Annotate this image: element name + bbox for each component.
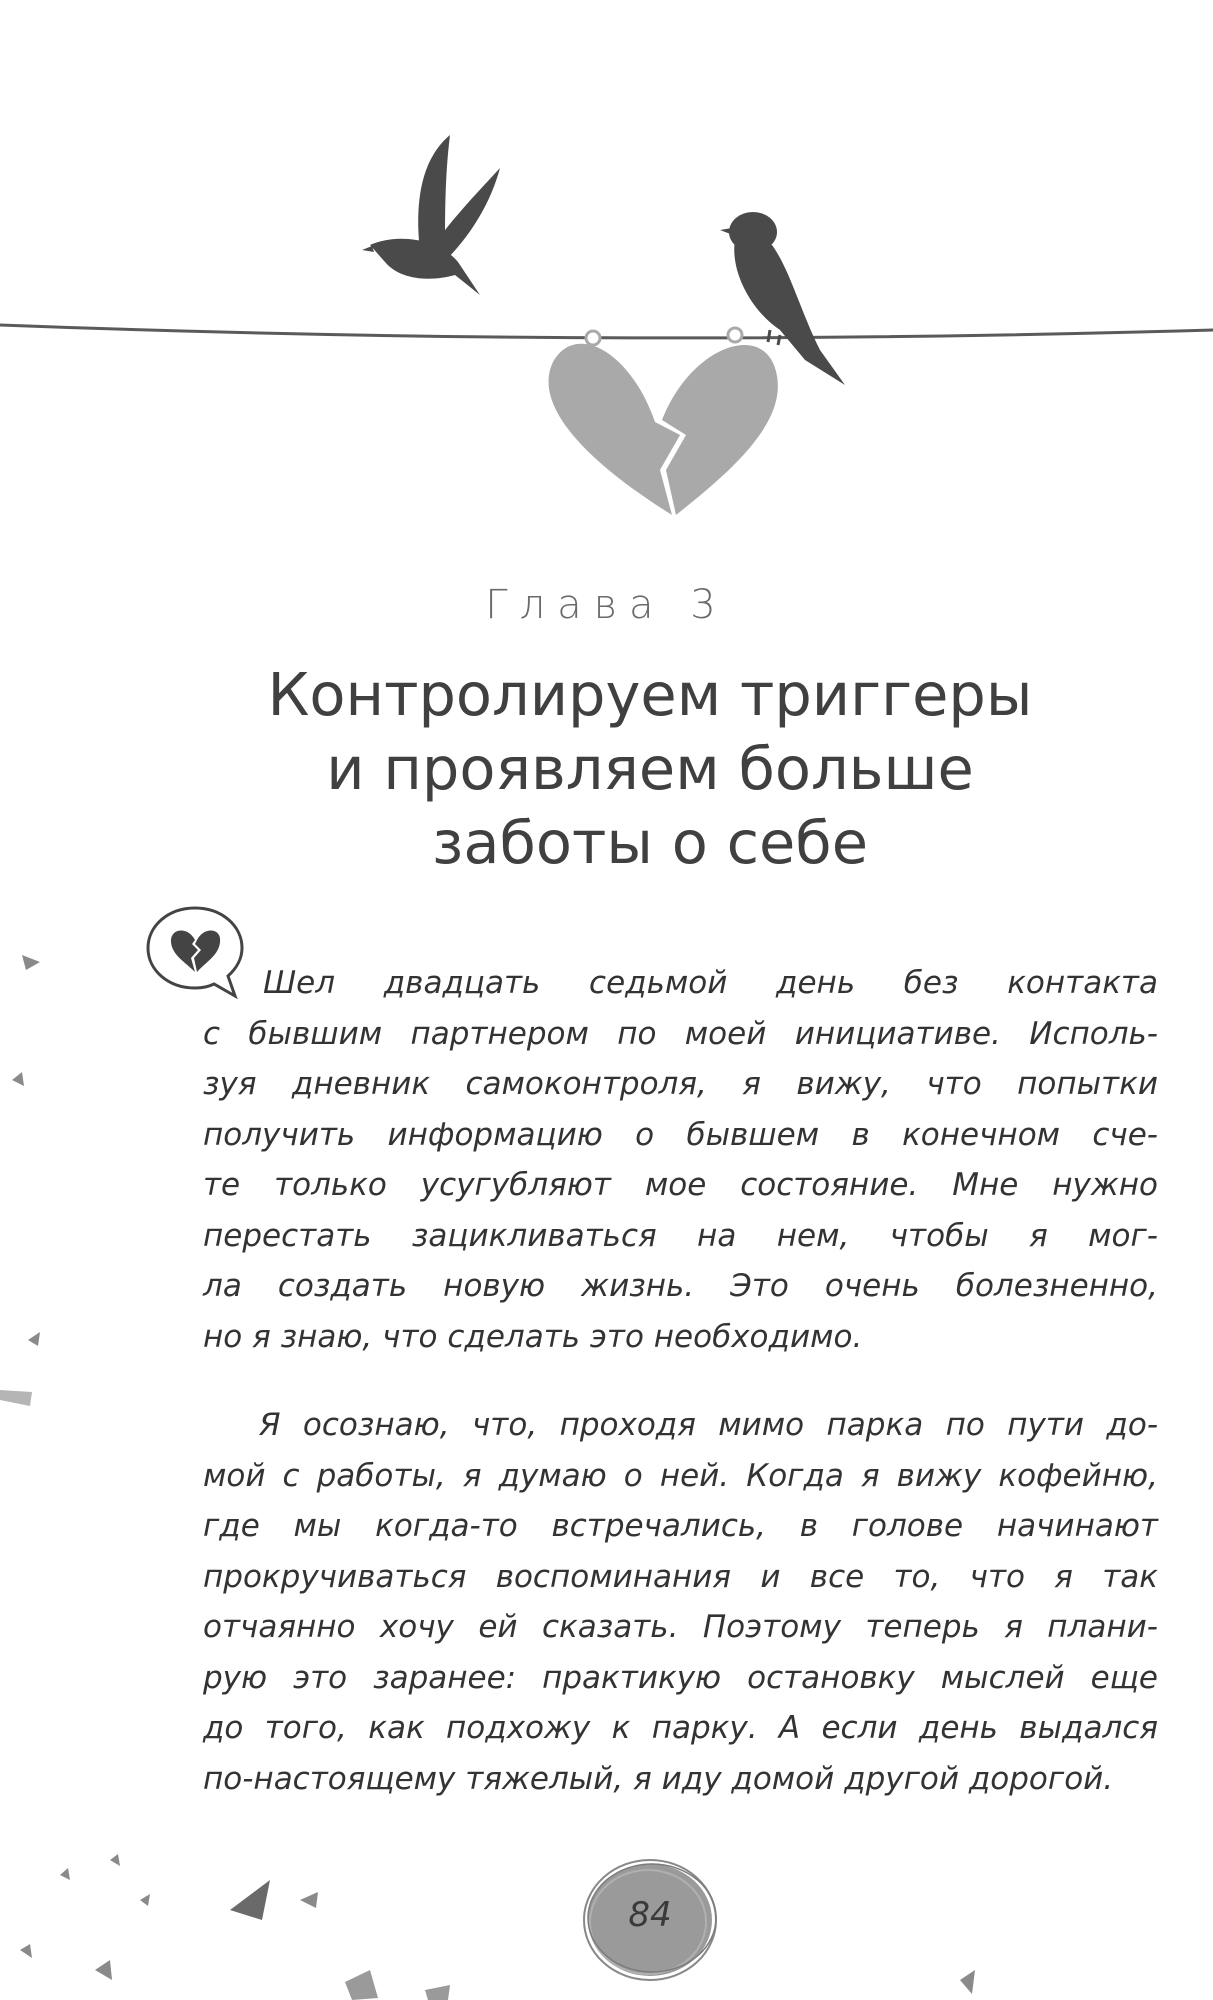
story-text xyxy=(203,958,1158,1804)
story-line: отчаянно хочу ей сказать. Поэтому теперь я плани- xyxy=(203,1609,1158,1645)
story-line: получить информацию о бывшем в конечном сче- xyxy=(203,1116,1158,1153)
page-number: 84 xyxy=(628,1895,672,1935)
wire-line xyxy=(0,325,1213,338)
story-line: но я знаю, что сделать это необходимо. xyxy=(203,1318,863,1355)
story-line: до того, как подхожу к парку. А если день выдался xyxy=(203,1710,1158,1746)
story-line: мой с работы, я думаю о ней. Когда я вижу кофейню, xyxy=(203,1457,1158,1494)
story-line: ла создать новую жизнь. Это очень болезненно, xyxy=(203,1268,1158,1304)
story-line: зуя дневник самоконтроля, я вижу, что попытки xyxy=(203,1066,1158,1102)
chapter-title-line: Контролируем триггеры xyxy=(267,660,1033,729)
story-line: по-настоящему тяжелый, я иду домой другой дорогой. xyxy=(203,1760,1114,1797)
story-line: прокручиваться воспоминания и все то, что я так xyxy=(203,1558,1158,1595)
chapter-title xyxy=(100,658,1200,880)
story-line: рую это заранее: практикую остановку мыслей еще xyxy=(203,1659,1158,1696)
flying-bird-icon xyxy=(362,135,500,295)
chapter-title-line: заботы о себе xyxy=(432,808,868,877)
story-line: Шел двадцать седьмой день без контакта xyxy=(263,965,1158,1001)
story-line: с бывшим партнером по моей инициативе. Исполь- xyxy=(203,1015,1158,1052)
chapter-title-line: и проявляем больше xyxy=(326,734,974,803)
story-paragraph xyxy=(203,958,1158,1362)
story-line: перестать зацикливаться на нем, чтобы я мог- xyxy=(203,1217,1158,1254)
story-paragraph xyxy=(203,1400,1158,1804)
story-line: те только усугубляют мое состояние. Мне нужно xyxy=(203,1167,1158,1203)
birds-on-wire-broken-heart-icon xyxy=(0,0,1213,560)
heart-right-half xyxy=(662,345,778,515)
chapter-label: Глава 3 xyxy=(485,582,728,628)
story-line: где мы когда-то встречались, в голове начинают xyxy=(203,1508,1158,1544)
heart-left-half xyxy=(549,344,680,515)
story-line: Я осознаю, что, проходя мимо парка по пути до- xyxy=(259,1407,1158,1443)
